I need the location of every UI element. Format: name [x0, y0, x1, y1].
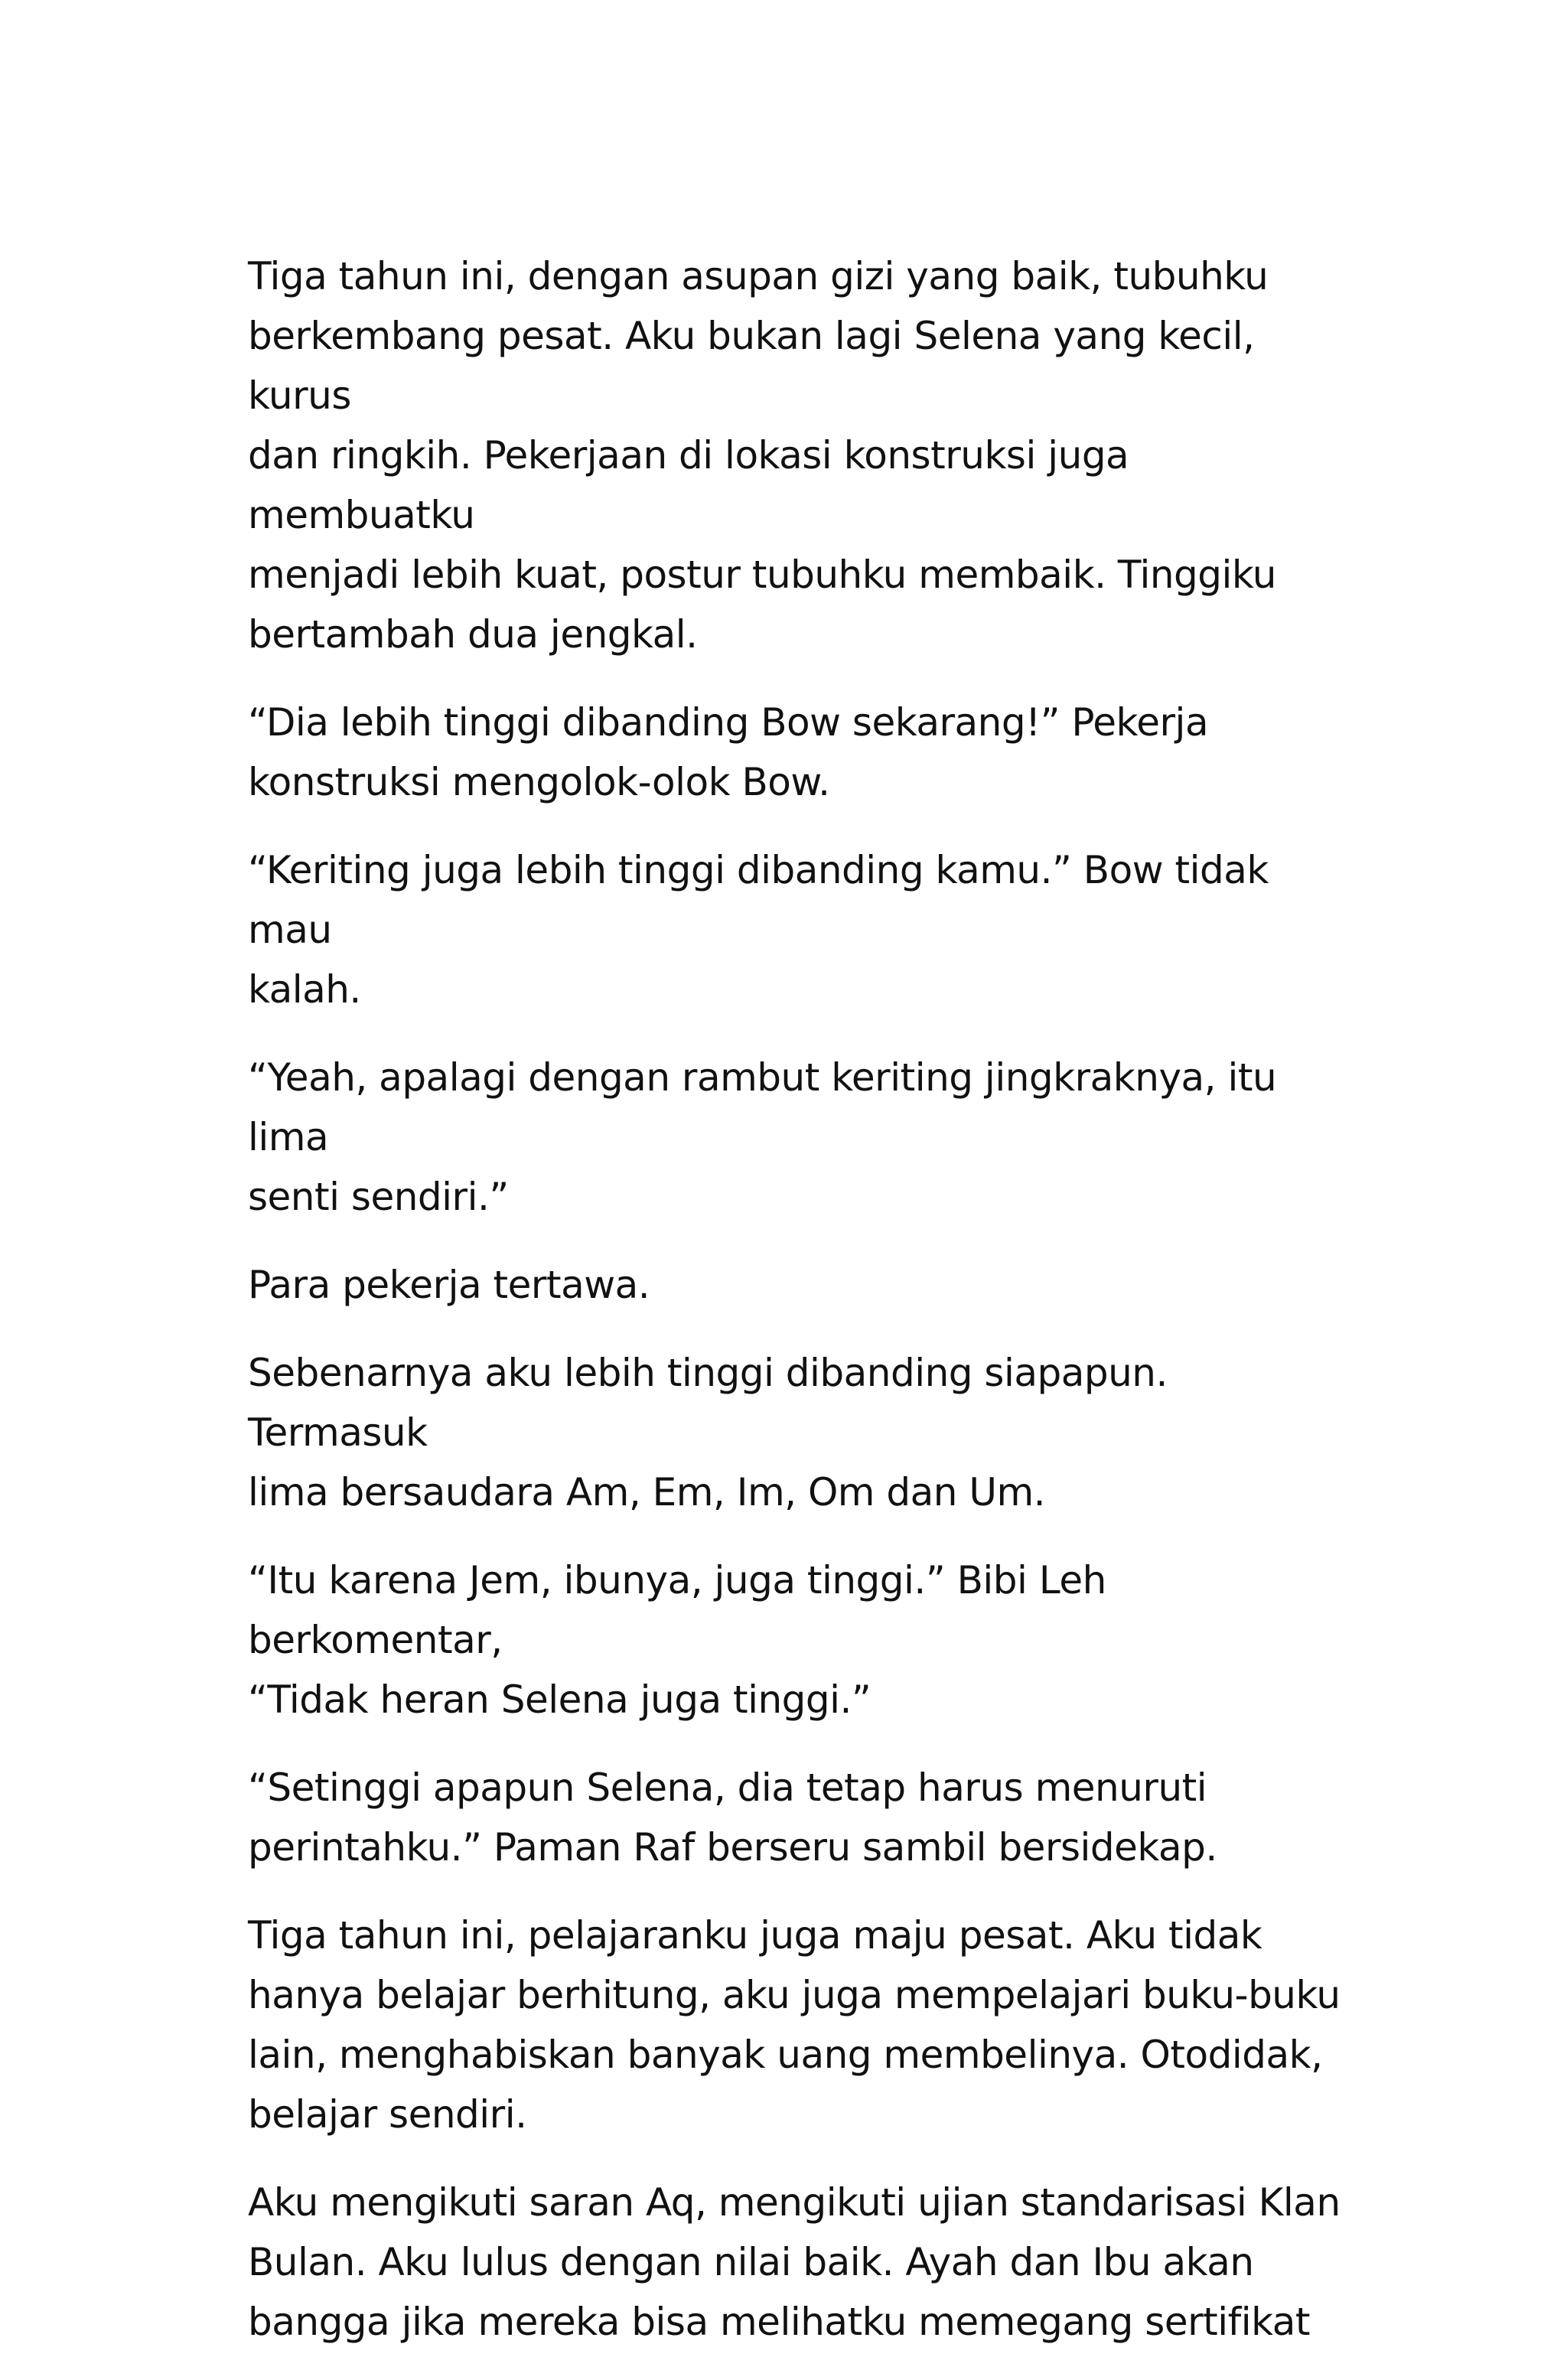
paragraph: “Yeah, apalagi dengan rambut keriting jingkraknya, itu lima senti sendiri.” — [248, 1055, 1277, 1219]
paragraph: “Keriting juga lebih tinggi dibanding kamu.” Bow tidak mau kalah. — [248, 848, 1269, 1012]
paragraph: “Itu karena Jem, ibunya, juga tinggi.” Bibi Leh berkomentar, “Tidak heran Selena juga tinggi.” — [248, 1558, 1106, 1722]
paragraph: Sebenarnya aku lebih tinggi dibanding siapapun. Termasuk lima bersaudara Am, Em, Im, Om dan Um. — [248, 1351, 1168, 1514]
paragraph: “Setinggi apapun Selena, dia tetap harus menuruti perintahku.” Paman Raf berseru sambil bersidekap. — [248, 1765, 1217, 1870]
paragraph: Tiga tahun ini, pelajaranku juga maju pesat. Aku tidak hanya belajar berhitung, aku juga mempelajari buku-buku lain, menghabiskan banyak uang membelinya. Otodidak, belajar sendiri. — [248, 1913, 1341, 2137]
paragraph: “Dia lebih tinggi dibanding Bow sekarang!” Pekerja konstruksi mengolok-olok Bow. — [248, 700, 1209, 804]
paragraph: Tiga tahun ini, dengan asupan gizi yang baik, tubuhku berkembang pesat. Aku bukan lagi Selena yang kecil, kurus dan ringkih. Pekerjaan di lokasi konstruksi juga membuatku menjadi lebih kuat, postur tubuhku membaik. Tinggiku bertambah dua jengkal. — [248, 254, 1276, 657]
paragraph: Para pekerja tertawa. — [248, 1263, 650, 1307]
document-body — [248, 246, 1350, 2380]
paragraph: Aku mengikuti saran Aq, mengikuti ujian standarisasi Klan Bulan. Aku lulus dengan nilai baik. Ayah dan Ibu akan bangga jika mereka bisa melihatku memegang sertifikat — [248, 2180, 1341, 2344]
